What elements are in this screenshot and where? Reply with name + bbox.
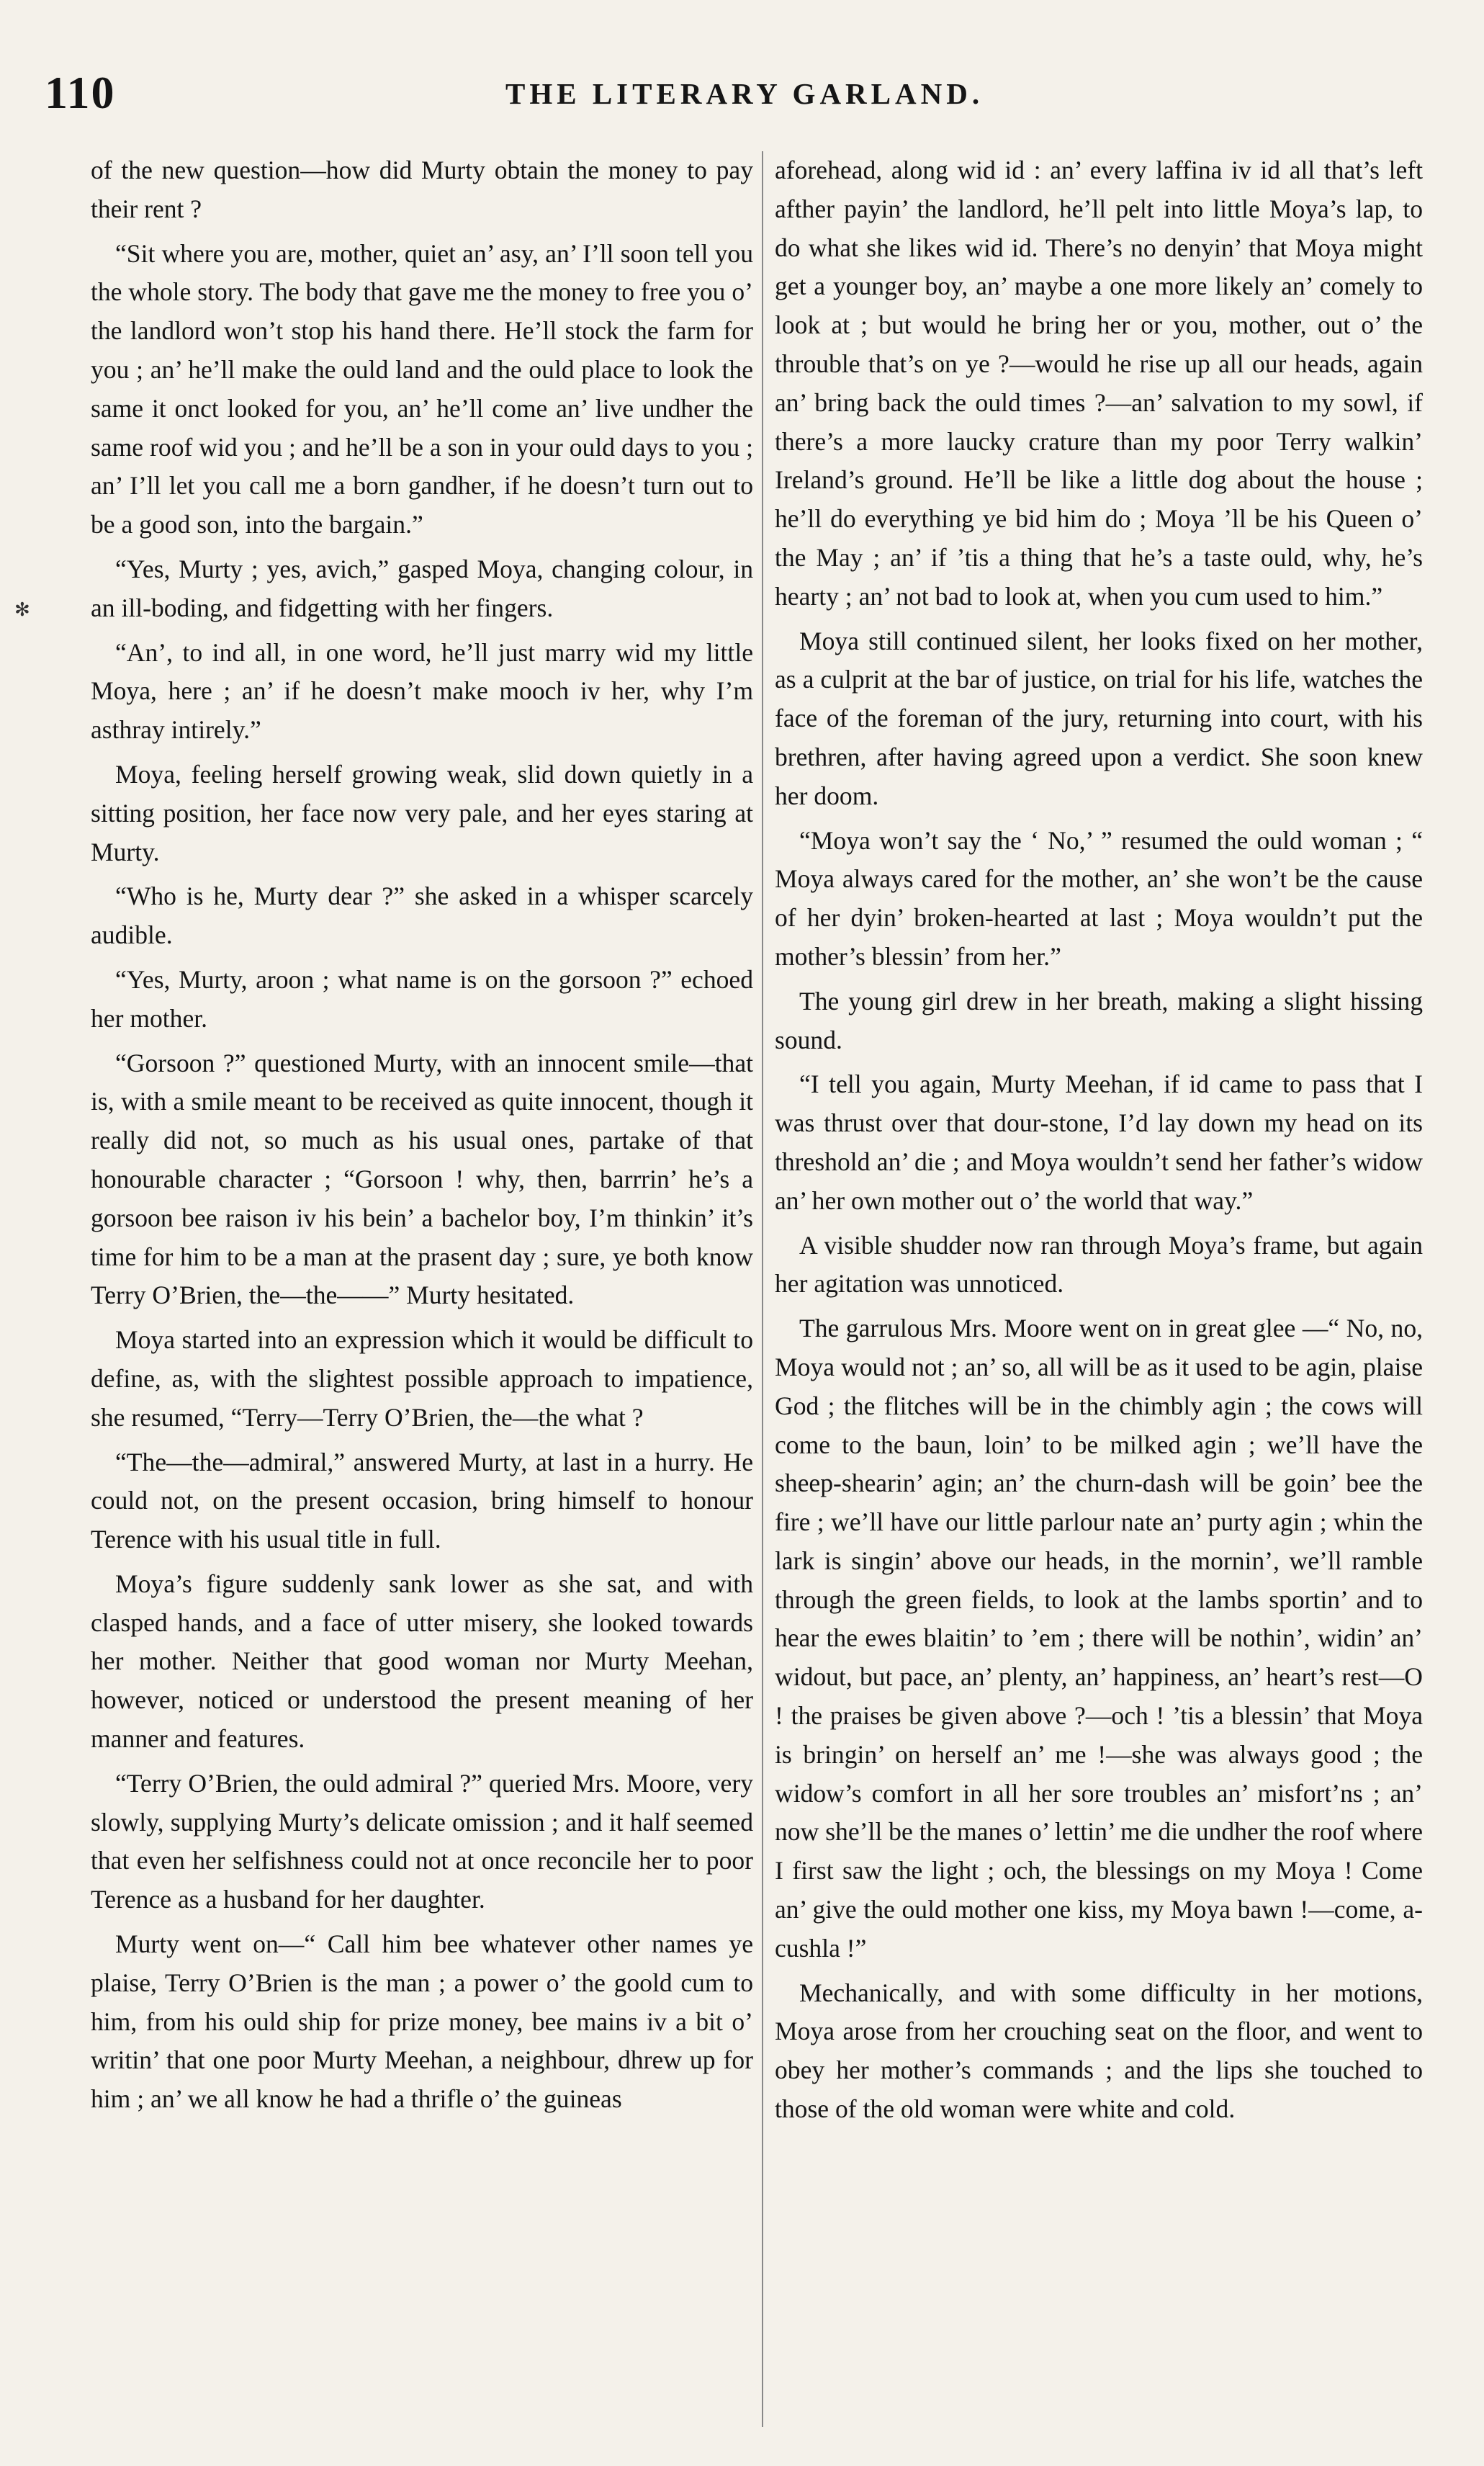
paragraph: “An’, to ind all, in one word, he’ll just marry wid my little Moya, here ; an’ if he doesn’t make mooch iv her, why I’m asthray intirely.” xyxy=(91,637,753,745)
paragraph: A visible shudder now ran through Moya’s frame, but again her agitation was unnoticed. xyxy=(775,1230,1423,1299)
page-header xyxy=(45,66,1067,124)
paragraph: Moya’s figure suddenly sank lower as she sat, and with clasped hands, and a face of utter misery, she looked towards her mother. Neither that good woman nor Murty Meehan, however, noticed or understood the present meaning of her manner and features. xyxy=(91,1569,753,1754)
paragraph: “Moya won’t say the ‘ No,’ ” resumed the ould woman ; “ Moya always cared for the mother, an’ she won’t be the cause of her dyin’ broken-hearted at last ; Moya wouldn’t put the mother’s blessin’ from her.” xyxy=(775,825,1423,971)
column-divider xyxy=(762,151,763,2427)
paragraph: “Terry O’Brien, the ould admiral ?” queried Mrs. Moore, very slowly, supplying Murty’s delicate omission ; and it half seemed that even her selfishness could not at once reconcile her to poor Terence as a husband for her daughter. xyxy=(91,1768,753,1914)
paragraph: of the new question—how did Murty obtain the money to pay their rent ? xyxy=(91,156,753,223)
paragraph: The garrulous Mrs. Moore went on in great glee —“ No, no, Moya would not ; an’ so, all will be as it used to be agin, plaise God ; the flitches will be in the chimbly agin ; the cows will come to the baun, loin’ to be milked agin ; we’ll have the sheep-shearin’ agin; an’ the churn-dash will be goin’ bee the fire ; we’ll have our little parlour nate an’ purty agin ; whin the lark is singin’ above our heads, in the mornin’, we’ll ramble through the green fields, to look at the lambs sportin’ and to hear the ewes blaitin’ to ’em ; there will be nothin’, widin’ an’ widout, but pace, an’ plenty, an’ happiness, an’ heart’s rest—O ! the praises be given above ?—och ! ’tis a blessin’ that Moya is bringin’ on herself an’ me !—she was always good ; the widow’s comfort in all her sore troubles an’ misfort’ns ; an’ now she’ll be the manes o’ lettin’ me die undher the roof where I first saw the light ; och, the blessings on my Moya ! Come an’ give the ould mother one kiss, my Moya bawn !—come, a-cushla !” xyxy=(775,1314,1423,1963)
margin-mark: ✻ xyxy=(14,599,30,620)
paragraph: aforehead, along wid id : an’ every laffina iv id all that’s left afther payin’ the landlord, he’ll pelt into little Moya’s lap, to do what she likes wid id. There’s no denyin’ that Moya might get a younger boy, an’ maybe a one more likely an’ comely to look at ; but would he bring her or you, mother, out o’ the throuble that’s on ye ?—would he rise up all our heads, again an’ bring back the ould times ?—an’ salvation to my sowl, if there’s a more laucky crature than my poor Terry walkin’ Ireland’s ground. He’ll be like a little dog about the house ; he’ll do everything ye bid him do ; Moya ’ll be his Queen o’ the May ; an’ if ’tis a thing that he’s a taste ould, why, he’s hearty ; an’ not bad to look at, when you cum used to him.” xyxy=(775,156,1423,611)
paragraph: Mechanically, and with some difficulty in her motions, Moya arose from her crouching seat on the floor, and went to obey her mother’s commands ; and the lips she touched to those of the old woman were white and cold. xyxy=(775,1978,1423,2124)
paragraph: Murty went on—“ Call him bee whatever other names ye plaise, Terry O’Brien is the man ; a power o’ the goold cum to him, from his ould ship for prize money, bee mains iv a bit o’ writin’ that one poor Murty Meehan, a neighbour, dhrew up for him ; an’ we all know he had a thrifle o’ the guineas xyxy=(91,1929,753,2114)
paragraph: Moya still continued silent, her looks fixed on her mother, as a culprit at the bar of justice, on trial for his life, watches the face of the foreman of the jury, returning into court, with his brethren, after having agreed upon a verdict. She soon knew her doom. xyxy=(775,626,1423,810)
paragraph: “Gorsoon ?” questioned Murty, with an innocent smile—that is, with a smile meant to be received as quite innocent, though it really did not, so much as his usual ones, partake of that honourable character ; “Gorsoon ! why, then, barrrin’ he’s a gorsoon bee raison iv his bein’ a bachelor boy, I’m thinkin’ it’s time for him to be a man at the prasent day ; sure, ye both know Terry O’Brien, the—the——” Murty hesitated. xyxy=(91,1048,753,1310)
paragraph: “Yes, Murty ; yes, avich,” gasped Moya, changing colour, in an ill-boding, and fidgetting with her fingers. xyxy=(91,554,753,622)
left-column xyxy=(91,151,753,2125)
paragraph: “I tell you again, Murty Meehan, if id came to pass that I was thrust over that dour-stone, I’d lay down my head on its threshold an’ die ; and Moya wouldn’t send her father’s widow an’ her own mother out o’ the world that way.” xyxy=(775,1070,1423,1215)
right-column xyxy=(775,151,1423,2135)
running-title: THE LITERARY GARLAND. xyxy=(505,77,984,110)
paragraph: The young girl drew in her breath, making a slight hissing sound. xyxy=(775,986,1423,1054)
paragraph: Moya started into an expression which it would be difficult to define, as, with the slightest possible approach to impatience, she resumed, “Terry—Terry O’Brien, the—the what ? xyxy=(91,1325,753,1432)
paragraph: “Yes, Murty, aroon ; what name is on the gorsoon ?” echoed her mother. xyxy=(91,964,753,1033)
paragraph: “The—the—admiral,” answered Murty, at last in a hurry. He could not, on the present occasion, bring himself to honour Terence with his usual title in full. xyxy=(91,1447,753,1554)
page-number: 110 xyxy=(45,67,116,118)
paragraph: Moya, feeling herself growing weak, slid down quietly in a sitting position, her face now very pale, and her eyes staring at Murty. xyxy=(91,759,753,866)
paragraph: “Sit where you are, mother, quiet an’ asy, an’ I’ll soon tell you the whole story. The body that gave me the money to free you o’ the landlord won’t stop his hand there. He’ll stock the farm for you ; an’ he’ll make the ould land and the ould place to look the same it onct looked for you, an’ he’ll come an’ live undher the same roof wid you ; and he’ll be a son in your ould days to you ; an’ I’ll let you call me a born gandher, if he doesn’t turn out to be a good son, into the bargain.” xyxy=(91,238,753,539)
paragraph: “Who is he, Murty dear ?” she asked in a whisper scarcely audible. xyxy=(91,882,753,950)
